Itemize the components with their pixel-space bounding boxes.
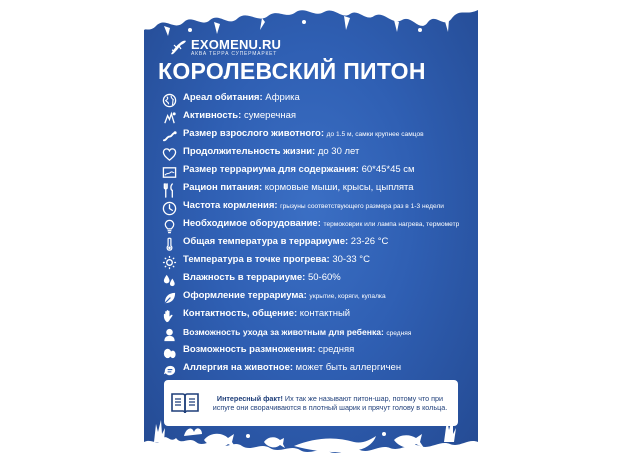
book-icon [170,390,200,416]
fact-value: грызуны соответствующего размера раз в 1-3 недели [280,203,444,210]
fact-value: средняя [318,344,355,355]
fact-value: может быть аллергичен [295,362,402,373]
fact-label: Частота кормления: [183,200,278,211]
fact-contact [162,308,466,324]
fact-label: Продолжительность жизни: [183,146,316,157]
fact-label: Общая температура в террариуме: [183,236,349,247]
snake-size-icon [162,129,177,144]
fact-label: Размер террариума для содержания: [183,164,359,175]
brand-tagline: АКВА ТЕРРА СУПЕРМАРКЕТ [191,50,278,57]
fact-value: до 1.5 м, самки крупнее самцов [326,131,424,138]
fact-label: Рацион питания: [183,182,263,193]
fact-value: 60*45*45 см [361,164,415,175]
fact-label: Аллергия на животное: [183,362,294,373]
allergy-icon [162,363,177,378]
fact-value: укрытие, коряги, купалка [309,293,386,300]
fact-child-care [162,326,466,342]
fact-value: 30-33 °С [332,254,370,265]
fact-humidity [162,272,466,288]
fact-terrarium-size [162,164,466,180]
fact-equipment [162,218,466,234]
thermometer-icon [162,237,177,252]
fact-label: Необходимое оборудование: [183,218,321,229]
fact-label: Активность: [183,110,242,121]
lamp-icon [162,219,177,234]
fact-label: Ареал обитания: [183,92,263,103]
interesting-fact-box [164,380,458,426]
fact-habitat [162,92,466,108]
fact-general-temperature [162,236,466,252]
fact-value: средняя [386,330,412,337]
facts-list [162,92,466,380]
fact-label: Контактность, общение: [183,308,298,319]
terrarium-icon [162,165,177,180]
brand-name: EXOMENU.RU [191,36,282,52]
fact-label: Возможность размножения: [183,344,316,355]
humidity-icon [162,273,177,288]
child-care-icon [162,327,177,342]
fact-label: Влажность в террариуме: [183,272,306,283]
fact-value: кормовые мыши, крысы, цыплята [264,182,414,193]
egg-icon [162,345,177,360]
fact-value: 23-26 °С [350,236,389,247]
heart-icon [162,147,177,162]
fact-basking-temperature [162,254,466,270]
fact-feeding-frequency [162,200,466,216]
activity-icon [162,111,177,126]
fact-activity [162,110,466,126]
brand-logo [168,36,281,58]
fact-label: Возможность ухода за животным для ребенка: [183,327,384,337]
fact-label: Оформление террариума: [183,290,307,301]
fact-value: Африка [265,92,300,103]
fact-adult-size [162,128,466,144]
interesting-fact-text [208,394,452,412]
leaf-icon [162,291,177,306]
fork-knife-icon [162,183,177,198]
fact-value: контактный [299,308,351,319]
info-poster [144,0,478,460]
fact-diet [162,182,466,198]
fact-decoration [162,290,466,306]
fact-label: Температура в точке прогрева: [183,254,330,265]
fact-value: 50-60% [307,272,341,283]
sun-icon [162,255,177,270]
globe-icon [162,93,177,108]
fact-breeding [162,344,466,360]
lizard-logo-icon [168,37,188,57]
page-title: КОРОЛЕВСКИЙ ПИТОН [158,58,426,84]
fact-allergy [162,362,466,378]
fact-label: Размер взрослого животного: [183,128,325,139]
interesting-fact-body: Их так же называют питон-шар, потому что при испуге они сворачиваются в плотный шарик и прячут голову в кольца. [212,394,448,412]
hand-icon [162,309,177,324]
clock-icon [162,201,177,216]
interesting-fact-label: Интересный факт! [216,394,283,403]
fact-lifespan [162,146,466,162]
fact-value: термоковрик или лампа нагрева, термометр [323,221,460,228]
fact-value: до 30 лет [317,146,360,157]
fact-value: сумеречная [243,110,297,121]
